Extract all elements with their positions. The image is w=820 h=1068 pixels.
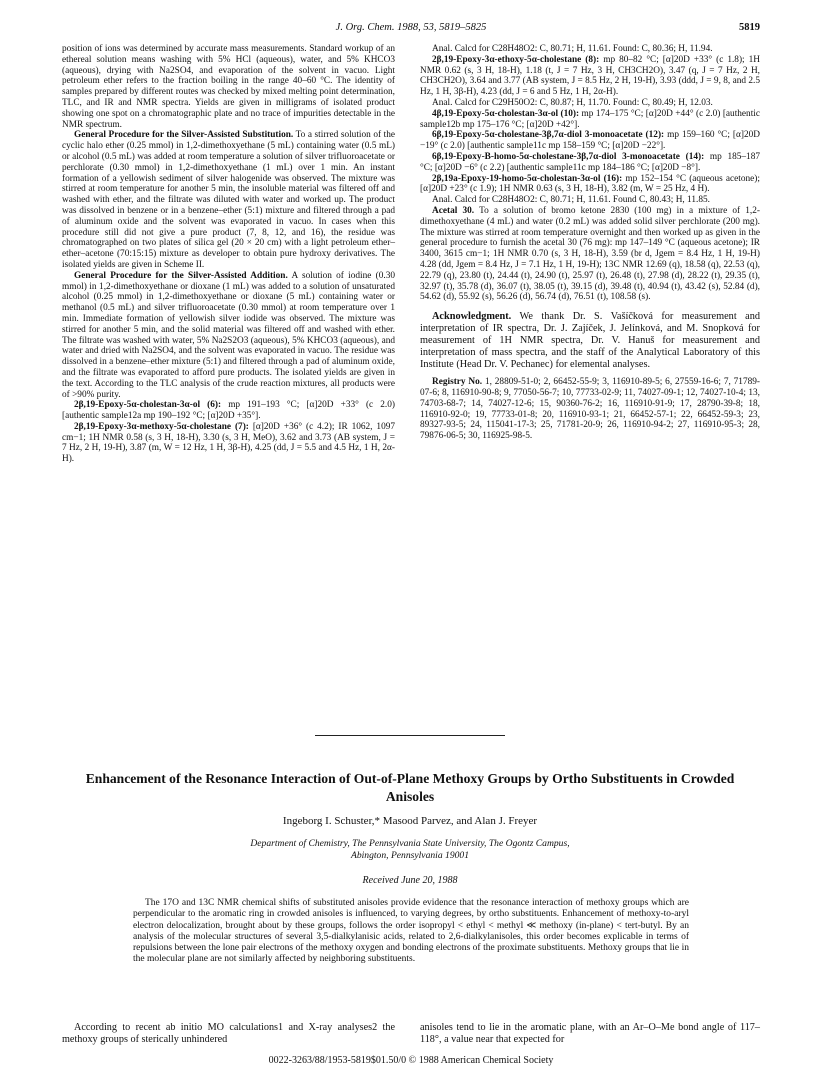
abstract: The 17O and 13C NMR chemical shifts of substituted anisoles provide evidence that the resonance interaction of methoxy groups which are perpendicular to the aromatic ring in crowded anisoles is influenced, to varying degrees, by ortho substituents. Enhancement of methoxy-to-aryl electron delocalization, brought about by these groups, follows the order isopropyl < ethyl < methyl ≪ methoxy (in-plane) < tert-butyl. By an analysis of the molecular structures of several 3,5-dialkylanisic acids, related to 2,6-dialkylanisoles, this order becomes explicable in terms of repulsions between the lone pair electrons of the methoxy oxygen and bonding electrons of the proximate substituents. Methoxy groups that lie in the molecular plane are not similarly affected by neighboring substituents. <box>133 898 689 965</box>
registry-numbers <box>420 377 760 442</box>
paragraph <box>420 109 760 131</box>
paragraph-text: mp 152–154 °C (aqueous acetone); [α]20D +23° (c 1.9); 1H NMR 0.63 (s, 3 H, 18-H), 3.82 (m, W = 25 Hz, 4 H). <box>420 173 760 195</box>
compound-heading: 2β,19a-Epoxy-19-homo-5α-cholestan-3α-ol (16): <box>432 173 623 184</box>
paragraph <box>420 206 760 303</box>
paragraph <box>420 55 760 98</box>
received-date: Received June 20, 1988 <box>362 875 458 886</box>
right-column <box>420 44 760 442</box>
paragraph-heading: General Procedure for the Silver-Assisted Addition. <box>74 270 288 281</box>
compound-heading: 2β,19-Epoxy-5α-cholestan-3α-ol (6): <box>74 400 222 411</box>
paragraph-text: A solution of iodine (0.30 mmol) in 1,2-dimethoxyethane or dioxane (1 mL) was added to a solution of unsaturated alcohol (0.25 mmol) in 1,2-dimethoxyethane or dioxane (5 mL) containing water or methanol (0.5 mL) and silver trifluoroacetate (0.30 mmol) at room temperature over 1 min. Immediate formation of yellowish silver iodide was observed. The mixture was stirred for another 5 min, and the solid material was filtered off and washed with ether. The filtrate was washed with water, 5% Na2S2O3 (aqueous), 5% KHCO3 (aqueous), and water and dried with Na2SO4, and the solvent was evaporated in vacuo. The residue was dissolved in a benzene–ether mixture (5:1) and filtered through a pad of aluminum oxide, and the filtrate was evaporated to afford pure products. The isolated yields are given in the text. According to the TLC analysis of the crude reaction mixtures, all products were of >90% purity. <box>62 270 395 400</box>
paragraph: Anal. Calcd for C28H48O2: C, 80.71; H, 11.61. Found C, 80.43; H, 11.85. <box>432 195 710 206</box>
author-affiliation <box>80 838 740 862</box>
paragraph-text: [α]20D +36° (c 4.2); IR 1062, 1097 cm−1; 1H NMR 0.58 (s, 3 H, 18-H), 3.30 (s, 3 H, MeO), 3.62 and 3.73 (AB system, J = 7 Hz, 2 H, 19-H), 3.87 (m, W = 12 Hz, 1 H, 3β-H), 4.25 (dd, J = 5.5 and 4.5 Hz, 1 H, 2α-H). <box>62 421 396 465</box>
page-number: 5819 <box>739 22 760 33</box>
paragraph <box>420 130 760 152</box>
paragraph-text: mp 191–193 °C; [α]20D +33° (c 2.0) [authentic sample12a mp 190–192 °C; [α]20D +35°]. <box>62 400 395 422</box>
compound-heading: 2β,19-Epoxy-3α-ethoxy-5α-cholestane (8): <box>432 54 600 65</box>
paragraph <box>62 422 395 465</box>
affiliation-line: Abington, Pennsylvania 19001 <box>350 850 470 861</box>
paragraph-text: mp 185–187 °C; [α]20D −6° (c 2.2) [authentic sample11c mp 184–186 °C; [α]20D −8°]. <box>420 151 760 173</box>
paragraph-text: mp 80–82 °C; [α]20D +33° (c 1.8); 1H NMR 0.62 (s, 3 H, 18-H), 1.18 (t, J = 7 Hz, 3 H, CH3CH2O), 3.47 (q, J = 7 Hz, 2 H, CH3CH2O), 3.64 and 3.77 (AB system, J = 8.5 Hz, 2 H, 19-H), 3.93 (ddd, J = 9, 8, and 2.5 Hz, 1 H, 3β-H), 4.23 (dd, J = 6 and 5 Hz, 1 H, 2α-H). <box>420 54 760 98</box>
article-title: Enhancement of the Resonance Interaction of Out-of-Plane Methoxy Groups by Ortho Substituents in Crowded Anisoles <box>85 771 735 804</box>
journal-citation: J. Org. Chem. 1988, 53, 5819–5825 <box>335 22 487 33</box>
compound-heading: 6β,19-Epoxy-B-homo-5α-cholestane-3β,7α-diol 3-monoacetate (14): <box>432 151 705 162</box>
article-authors: Ingeborg I. Schuster,* Masood Parvez, and Alan J. Freyer <box>282 815 538 827</box>
left-column <box>62 44 395 465</box>
running-header <box>62 22 760 36</box>
intro-text-right: anisoles tend to lie in the aromatic plane, with an Ar–O–Me bond angle of 117–118°, a value near that expected for <box>420 1022 760 1045</box>
paragraph-text: mp 159–160 °C; [α]20D −19° (c 2.0) [authentic sample11c mp 158–159 °C; [α]20D −22°]. <box>420 130 760 152</box>
acknowledgment-heading: Acknowledgment. <box>432 311 512 323</box>
acknowledgment-text: We thank Dr. S. Vašíčková for measurement and interpretation of IR spectra, Dr. J. Zajíček, J. Jelínková, and M. Snopková for measurement of 1H NMR spectra, Dr. V. Hanuš for measurement and interpretation of mass spectra, and the staff of the Analytical Laboratory of this Institute (Head Dr. V. Pechanec) for elemental analyses. <box>420 311 760 371</box>
paragraph: position of ions was determined by accurate mass measurements. Standard workup of an ethereal solution means washing with 5% HCl (aqueous), water, and 5% KHCO3 (aqueous), drying with Na2SO4, and evaporation of the solvent in vacuo. Light petroleum ether refers to the fraction boiling in the range 40–60 °C. The identity of samples prepared by different routes was checked by mixed melting point determination, TLC, and IR and NMR spectra. Yields are given in milligrams of isolated product showing one spot on a chromatographic plate and no trace of impurities detectable in the NMR spectrum. <box>62 44 395 130</box>
paragraph-heading: General Procedure for the Silver-Assisted Substitution. <box>74 130 294 141</box>
intro-text-left: According to recent ab initio MO calculations1 and X-ray analyses2 the methoxy groups of sterically unhindered <box>62 1022 395 1045</box>
paragraph <box>62 130 395 270</box>
paragraph <box>62 400 395 422</box>
paragraph-text: To a stirred solution of the cyclic halo ether (0.25 mmol) in 1,2-dimethoxyethane (5 mL) containing water (0.5 mL) or alcohol (0.5 mL) was added at room temperature a solution of silver trifluoroacetate or perchlorate (0.30 mmol) in 1,2-dimethoxyethane (1 mL) over 1 min. An instant formation of a yellowish sediment of silver halogenide was observed. The mixture was stirred at room temperature for another 5 min, the insoluble material was filtered off and washed with ether, and the filtrate was diluted with water and worked up. The product was dissolved in benzene or in a benzene–ether (5:1) mixture and filtered through a pad of aluminum oxide and the solvent was evaporated in vacuo. In cases when this procedure still did not give a pure product (7, 8, 12, and 16), the residue was chromatographed on two plates of silica gel (20 × 20 cm) with a light petroleum ether–ether–acetone (70:15:15) mixture as developer to obtain pure hydroxy derivatives. The isolated yields are given in Scheme II. <box>62 130 395 270</box>
compound-heading: 2β,19-Epoxy-3α-methoxy-5α-cholestane (7): <box>74 421 249 432</box>
paragraph: Anal. Calcd for C29H50O2: C, 80.87; H, 11.70. Found: C, 80.49; H, 12.03. <box>432 97 713 108</box>
registry-heading: Registry No. <box>432 377 483 388</box>
paragraph <box>420 152 760 174</box>
paragraph <box>62 271 395 401</box>
copyright-footer: 0022-3263/88/1953-5819$01.50/0 © 1988 American Chemical Society <box>268 1055 554 1066</box>
paragraph-text: To a solution of bromo ketone 2830 (100 mg) in a mixture of 1,2-dimethoxyethane (4 mL) and water (0.2 mL) was added solid silver perchlorate (200 mg). The mixture was stirred at room temperature overnight and then worked up as given in the general procedure to furnish the acetal 30 (76 mg): mp 147–149 °C (aqueous acetone); IR 3400, 3615 cm−1; 1H NMR 0.70 (s, 3 H, 18-H), 3.59 (br d, Jgem = 8.4 Hz, 1 H, 19-H) 4.28 (dd, Jgem = 8.4 Hz, J = 7.1 Hz, 1 H, 19-H); 13C NMR 12.69 (q), 18.58 (q), 22.53 (q), 22.79 (q), 23.80 (t), 24.44 (t), 24.90 (t), 25.97 (t), 26.48 (t), 27.98 (d), 28.22 (t), 29.35 (t), 32.97 (t), 35.78 (d), 36.07 (t), 38.05 (t), 39.15 (d), 39.48 (t), 40.94 (t), 43.42 (s), 52.84 (d), 54.62 (d), 55.92 (s), 56.26 (d), 56.74 (d), 76.51 (t), 108.58 (s). <box>420 205 760 303</box>
acknowledgment <box>420 311 760 371</box>
section-divider <box>315 735 505 736</box>
paragraph-text: mp 174–175 °C; [α]20D +44° (c 2.0) [authentic sample12b mp 175–176 °C; [α]20D +42°]. <box>420 108 760 130</box>
compound-heading: 4β,19-Epoxy-5α-cholestan-3α-ol (10): <box>432 108 580 119</box>
paragraph: Anal. Calcd for C28H48O2: C, 80.71; H, 11.61. Found: C, 80.36; H, 11.94. <box>432 44 713 54</box>
affiliation-line: Department of Chemistry, The Pennsylvania State University, The Ogontz Campus, <box>250 838 570 849</box>
compound-heading: 6β,19-Epoxy-5α-cholestane-3β,7α-diol 3-monoacetate (12): <box>432 130 665 141</box>
registry-text: 1, 28809-51-0; 2, 66452-55-9; 3, 116910-89-5; 6, 27559-16-6; 7, 71789-07-6; 8, 116910-90-8; 9, 77050-56-7; 10, 77733-02-9; 11, 74027-09-1; 12, 74027-10-4; 13, 74703-68-7; 14, 74027-12-6; 15, 90360-76-2; 16, 116910-91-9; 17, 28790-39-8; 18, 116910-92-0; 19, 77733-01-8; 20, 116910-93-1; 21, 66452-57-1; 22, 66452-59-3; 23, 89327-93-5; 24, 115041-17-3; 25, 71781-20-9; 26, 116910-94-2; 27, 116910-95-3; 28, 79876-06-5; 30, 116925-98-5. <box>420 377 760 442</box>
paragraph <box>420 174 760 196</box>
compound-heading: Acetal 30. <box>432 205 475 216</box>
